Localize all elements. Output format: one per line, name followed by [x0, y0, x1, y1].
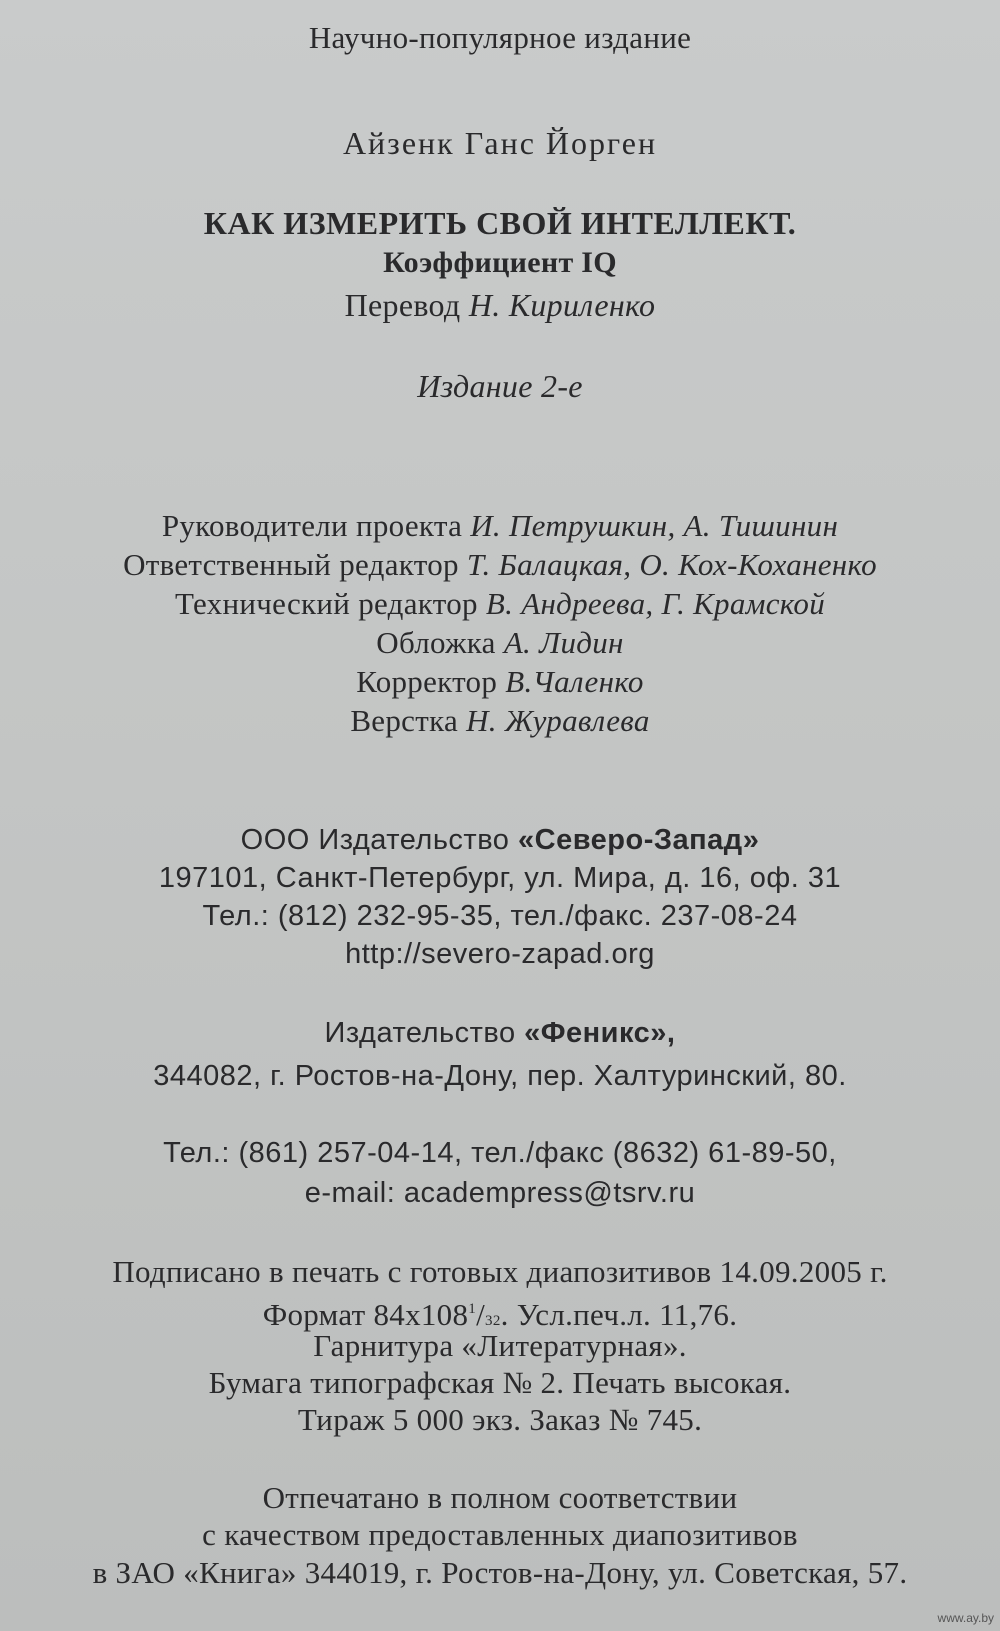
- credit-role: Ответственный редактор: [123, 547, 459, 582]
- publisher1-url: http://severo-zapad.org: [345, 938, 655, 970]
- publisher2-name-line: [0, 1015, 1000, 1051]
- print-signed: Подписано в печать с готовых диапозитивов 14.09.2005 г.: [112, 1254, 888, 1289]
- publisher2-email: e-mail: academpress@tsrv.ru: [304, 1177, 696, 1209]
- credit-line: [0, 664, 1000, 700]
- print-run: Тираж 5 000 экз. Заказ № 745.: [297, 1402, 703, 1437]
- credit-line: [0, 547, 1000, 583]
- publisher1-name: «Северо-Запад»: [518, 824, 760, 856]
- credit-role: Руководители проекта: [161, 508, 463, 543]
- publisher2-prefix: Издательство: [324, 1017, 516, 1049]
- translation-label: Перевод: [344, 287, 461, 323]
- edition-line: Издание 2-е: [417, 368, 583, 404]
- print-format: Формат $84х108^1/32$. Усл.печ.л. 11,76.: [262, 1297, 738, 1332]
- credit-names: Н. Журавлева: [466, 703, 650, 738]
- credit-names: И. Петрушкин, А. Тишинин: [470, 508, 839, 543]
- publisher1-name-line: [0, 822, 1000, 858]
- publisher2-name: «Феникс»,: [524, 1017, 676, 1049]
- publisher1-phone: Тел.: (812) 232-95-35, тел./факс. 237-08-24: [202, 900, 798, 932]
- printer-line-2: с качеством предоставленных диапозитивов: [202, 1517, 798, 1552]
- credit-line: [0, 625, 1000, 661]
- credit-names: А. Лидин: [503, 625, 624, 660]
- book-title: КАК ИЗМЕРИТЬ СВОЙ ИНТЕЛЛЕКТ.: [203, 205, 797, 241]
- publisher1-prefix: ООО Издательство: [240, 824, 510, 856]
- credit-line: [0, 508, 1000, 544]
- printer-line-3: в ЗАО «Книга» 344019, г. Ростов-на-Дону, ул. Советская, 57.: [92, 1555, 908, 1590]
- credit-names: Т. Балацкая, О. Кох-Коханенко: [466, 547, 877, 582]
- credit-role: Верстка: [350, 703, 459, 738]
- publisher2-phone: Тел.: (861) 257-04-14, тел./факс (8632) 61-89-50,: [163, 1137, 837, 1169]
- credit-names: В.Чаленко: [505, 664, 644, 699]
- credit-names: В. Андреева, Г. Крамской: [485, 586, 826, 621]
- print-paper: Бумага типографская № 2. Печать высокая.: [208, 1365, 792, 1400]
- credit-line: [0, 703, 1000, 739]
- watermark: www.ay.by: [937, 1611, 994, 1625]
- credit-line: [0, 586, 1000, 622]
- credit-role: Технический редактор: [174, 586, 478, 621]
- translation-line: [0, 287, 1000, 323]
- translator-name: Н. Кириленко: [468, 287, 656, 323]
- printer-line-1: Отпечатано в полном соответствии: [262, 1480, 738, 1515]
- author-name: Айзенк Ганс Йорген: [342, 125, 658, 161]
- print-typeface: Гарнитура «Литературная».: [313, 1328, 687, 1363]
- book-subtitle: Коэффициент IQ: [383, 246, 617, 279]
- credit-role: Корректор: [356, 664, 498, 699]
- publisher2-address: 344082, г. Ростов-на-Дону, пер. Халтуринский, 80.: [153, 1060, 847, 1092]
- genre-line: Научно-популярное издание: [308, 20, 692, 55]
- publisher1-address: 197101, Санкт-Петербург, ул. Мира, д. 16, оф. 31: [158, 862, 842, 894]
- credit-role: Обложка: [376, 625, 496, 660]
